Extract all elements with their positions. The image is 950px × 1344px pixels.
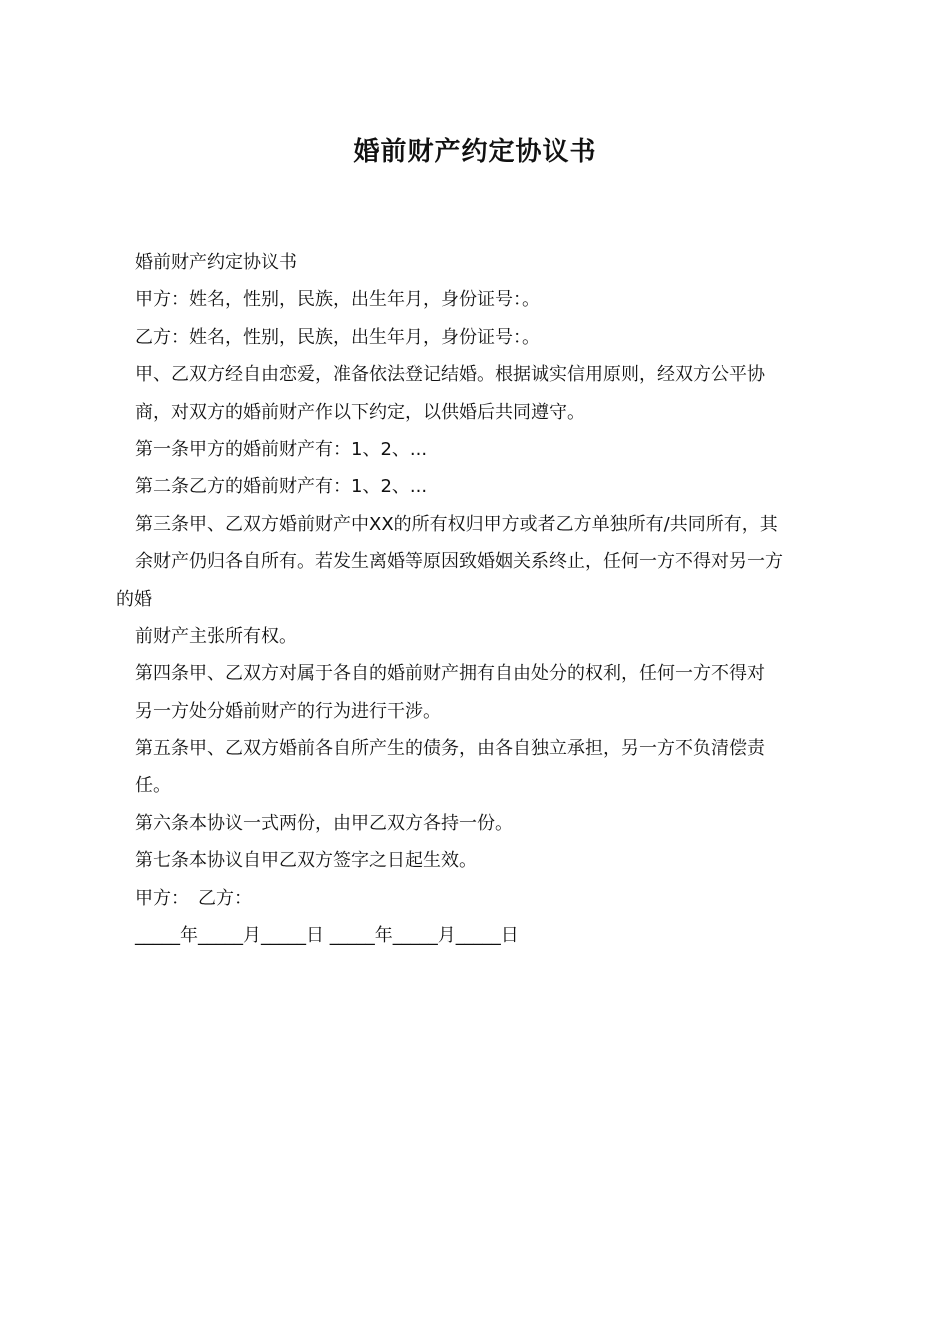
signature-parties-line: 甲方： 乙方： xyxy=(135,887,252,909)
document-body xyxy=(0,244,950,954)
document-title: 婚前财产约定协议书 xyxy=(353,137,597,167)
article-6-line: 第六条本协议一式两份，由甲乙双方各持一份。 xyxy=(135,812,513,834)
article-3-line: 余财产仍归各自所有。若发生离婚等原因致婚姻关系终止，任何一方不得对另一方 xyxy=(135,551,783,573)
article-4-line: 另一方处分婚前财产的行为进行干涉。 xyxy=(135,700,441,722)
article-2-line: 第二条乙方的婚前财产有：1、2、... xyxy=(135,476,428,498)
party-b-line: 乙方：姓名，性别，民族，出生年月，身份证号：。 xyxy=(135,326,540,348)
preamble-line: 甲、乙双方经自由恋爱，准备依法登记结婚。根据诚实信用原则，经双方公平协 xyxy=(135,364,765,386)
article-5-line: 任。 xyxy=(135,775,171,797)
article-5-line: 第五条甲、乙双方婚前各自所产生的债务，由各自独立承担，另一方不负清偿责 xyxy=(135,738,765,760)
article-1-line: 第一条甲方的婚前财产有：1、2、... xyxy=(135,438,428,460)
article-3-line: 的婚 xyxy=(116,588,152,610)
signature-date-line: _____年_____月_____日 _____年_____月_____日 xyxy=(135,925,519,947)
article-4-line: 第四条甲、乙双方对属于各自的婚前财产拥有自由处分的权利，任何一方不得对 xyxy=(135,663,765,685)
article-3-line: 第三条甲、乙双方婚前财产中XX的所有权归甲方或者乙方单独所有/共同所有，其 xyxy=(135,513,778,535)
article-3-line: 前财产主张所有权。 xyxy=(135,625,297,647)
party-a-line: 甲方：姓名，性别，民族，出生年月，身份证号：。 xyxy=(135,289,540,311)
body-heading-line: 婚前财产约定协议书 xyxy=(135,252,297,273)
article-7-line: 第七条本协议自甲乙双方签字之日起生效。 xyxy=(135,850,477,872)
preamble-line: 商，对双方的婚前财产作以下约定，以供婚后共同遵守。 xyxy=(135,401,585,423)
